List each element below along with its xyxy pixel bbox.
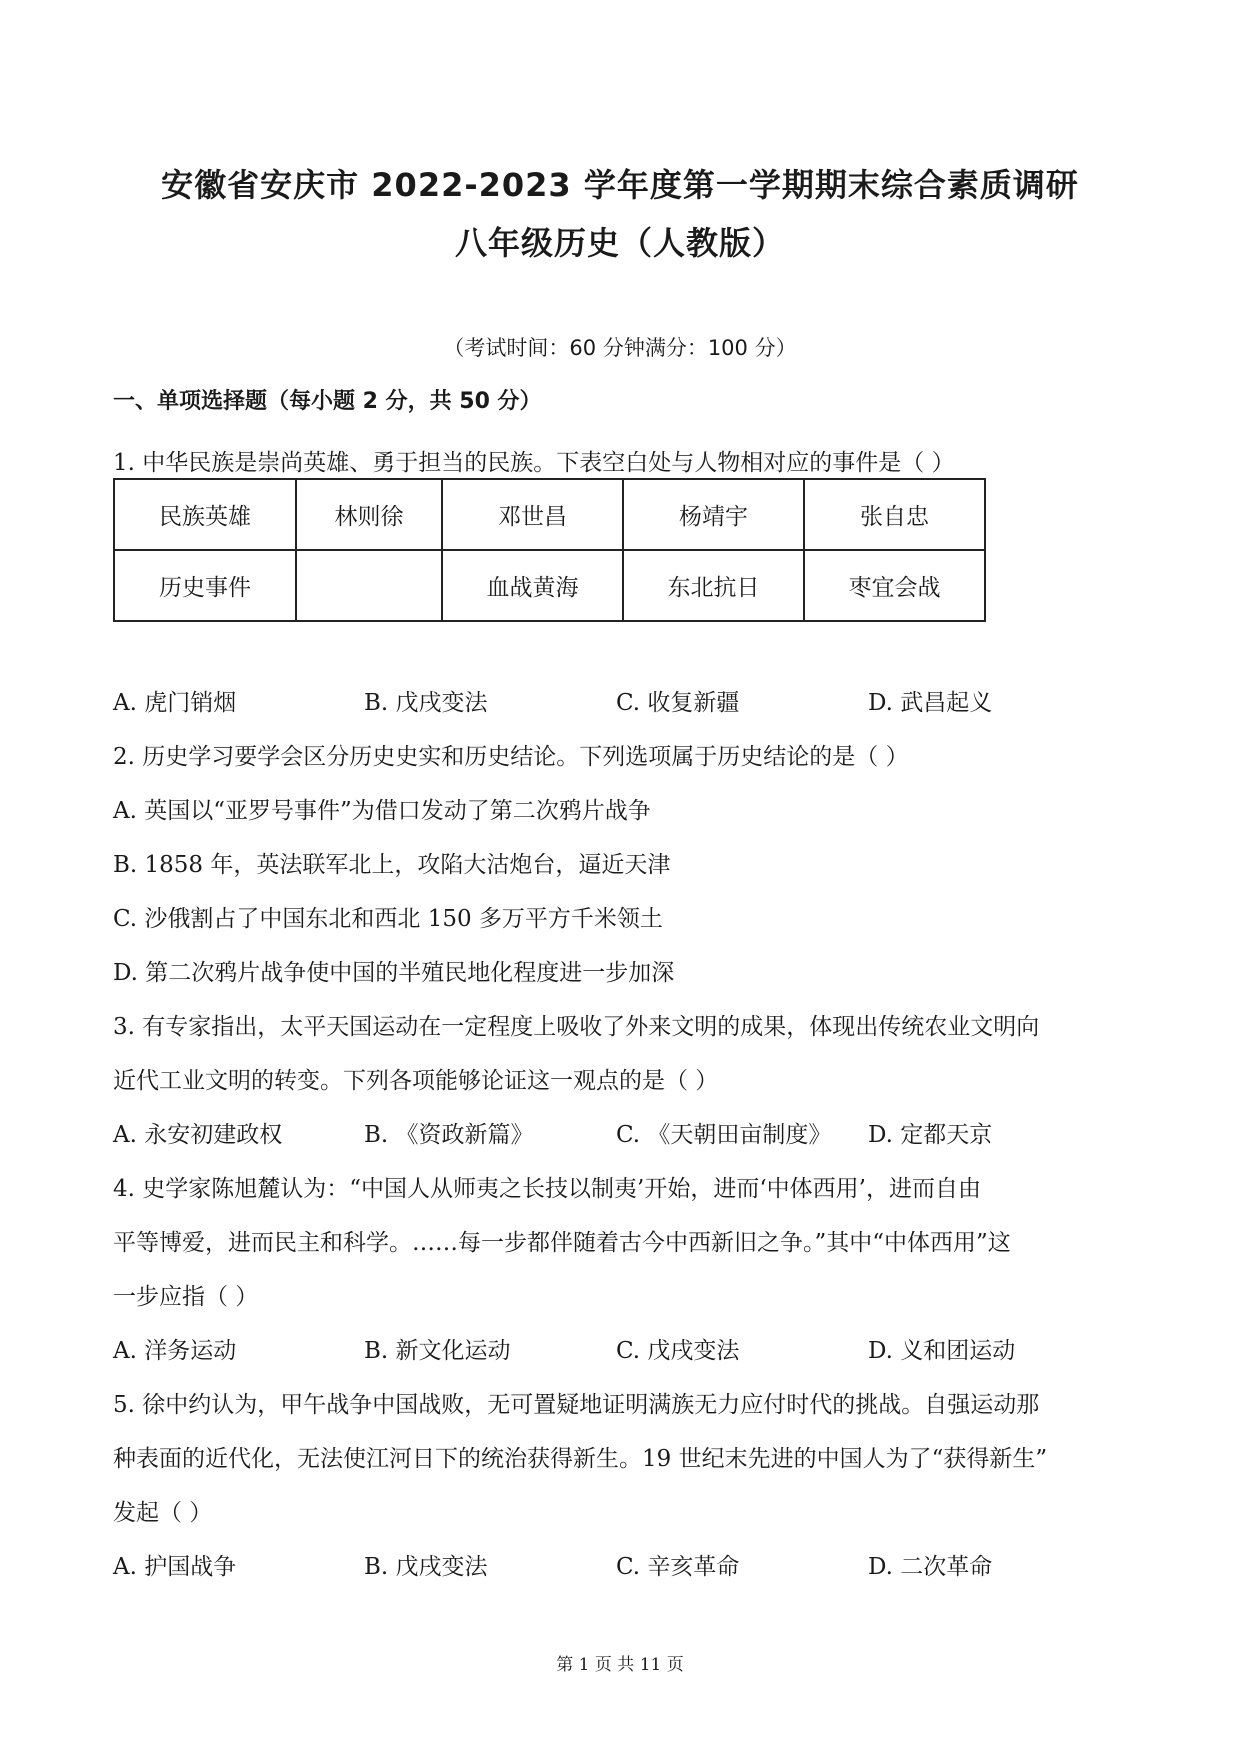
section-heading: 一、单项选择题（每小题 2 分，共 50 分） — [113, 389, 542, 414]
exam-title-line1: 安徽省安庆市 2022-2023 学年度第一学期期末综合素质调研 — [161, 166, 1079, 204]
table-cell: 血战黄海 — [442, 550, 623, 621]
page-number-footer: 第 1 页 共 11 页 — [556, 1655, 684, 1675]
question-4-stem-line1: 4. 史学家陈旭麓认为：“中国人从师夷之长技以制夷’开始，进而‘中体西用’，进而自由 — [113, 1176, 981, 1202]
question-2-stem: 2. 历史学习要学会区分历史史实和历史结论。下列选项属于历史结论的是（ ） — [113, 744, 909, 770]
q3-option-c: C. 《天朝田亩制度》 — [616, 1122, 832, 1148]
q5-option-b: B. 戊戌变法 — [364, 1554, 488, 1580]
question-5-stem-line3: 发起（ ） — [113, 1500, 213, 1526]
heroes-table — [113, 478, 986, 622]
table-row — [114, 550, 985, 621]
q2-option-b: B. 1858 年，英法联军北上，攻陷大沽炮台，逼近天津 — [113, 852, 671, 878]
q4-option-d: D. 义和团运动 — [868, 1338, 1016, 1364]
table-cell: 林则徐 — [296, 479, 442, 550]
q2-option-d: D. 第二次鸦片战争使中国的半殖民地化程度进一步加深 — [113, 960, 675, 986]
q4-option-b: B. 新文化运动 — [364, 1338, 511, 1364]
table-cell: 枣宜会战 — [804, 550, 985, 621]
question-4-stem-line3: 一步应指（ ） — [113, 1284, 259, 1310]
q4-option-a: A. 洋务运动 — [113, 1338, 237, 1364]
q1-option-c: C. 收复新疆 — [616, 690, 740, 716]
table-cell: 历史事件 — [114, 550, 296, 621]
table-row — [114, 479, 985, 550]
table-cell-blank — [296, 550, 442, 621]
q2-option-a: A. 英国以“亚罗号事件”为借口发动了第二次鸦片战争 — [113, 798, 651, 824]
question-5-stem-line1: 5. 徐中约认为，甲午战争中国战败，无可置疑地证明满族无力应付时代的挑战。自强运动那 — [113, 1392, 1040, 1418]
q1-option-d: D. 武昌起义 — [868, 690, 993, 716]
table-cell: 张自忠 — [804, 479, 985, 550]
q3-option-d: D. 定都天京 — [868, 1122, 993, 1148]
q3-option-b: B. 《资政新篇》 — [364, 1122, 534, 1148]
q1-option-b: B. 戊戌变法 — [364, 690, 488, 716]
question-1-stem: 1. 中华民族是崇尚英雄、勇于担当的民族。下表空白处与人物相对应的事件是（ ） — [113, 450, 955, 476]
exam-title-line2: 八年级历史（人教版） — [454, 224, 785, 262]
exam-time-and-score: （考试时间：60 分钟满分：100 分） — [443, 336, 797, 360]
question-5-stem-line2: 种表面的近代化，无法使江河日下的统治获得新生。19 世纪末先进的中国人为了“获得新生” — [113, 1446, 1048, 1472]
table-cell: 民族英雄 — [114, 479, 296, 550]
question-3-stem-line1: 3. 有专家指出，太平天国运动在一定程度上吸收了外来文明的成果，体现出传统农业文明向 — [113, 1014, 1040, 1040]
q1-option-a: A. 虎门销烟 — [113, 690, 237, 716]
q5-option-c: C. 辛亥革命 — [616, 1554, 740, 1580]
q5-option-a: A. 护国战争 — [113, 1554, 237, 1580]
q3-option-a: A. 永安初建政权 — [113, 1122, 283, 1148]
question-3-stem-line2: 近代工业文明的转变。下列各项能够论证这一观点的是（ ） — [113, 1068, 719, 1094]
q2-option-c: C. 沙俄割占了中国东北和西北 150 多万平方千米领土 — [113, 906, 663, 932]
q5-option-d: D. 二次革命 — [868, 1554, 993, 1580]
table-cell: 杨靖宇 — [623, 479, 804, 550]
table-cell: 邓世昌 — [442, 479, 623, 550]
q4-option-c: C. 戊戌变法 — [616, 1338, 740, 1364]
table-cell: 东北抗日 — [623, 550, 804, 621]
question-4-stem-line2: 平等博爱，进而民主和科学。……每一步都伴随着古今中西新旧之争。”其中“中体西用”这 — [113, 1230, 1011, 1256]
